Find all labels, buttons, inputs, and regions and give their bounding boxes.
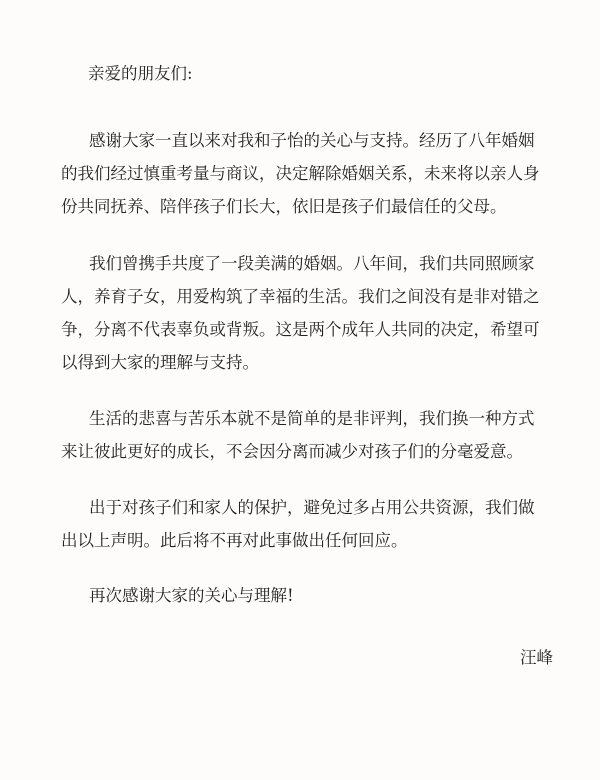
paragraph-line: 我们曾携手共度了一段美满的婚姻。八年间，我们共同照顾家 — [89, 254, 535, 273]
paragraph-line: 争，分离不代表辜负或背叛。这是两个成年人共同的决定，希望可 — [61, 320, 540, 339]
paragraph-line: 人，养育子女，用爱构筑了幸福的生活。我们之间没有是非对错之 — [61, 287, 540, 306]
paragraph-2 — [61, 247, 561, 379]
paragraph-line: 感谢大家一直以来对我和子怡的关心与支持。经历了八年婚姻 — [89, 131, 535, 150]
salutation: 亲爱的朋友们: — [88, 64, 193, 83]
paragraph-1 — [61, 124, 561, 223]
paragraph-line: 的我们经过慎重考量与商议，决定解除婚姻关系，未来将以亲人身 — [61, 164, 540, 183]
closing-line: 再次感谢大家的关心与理解! — [89, 586, 294, 605]
paragraph-line: 生活的悲喜与苦乐本就不是简单的是非评判，我们换一种方式 — [89, 409, 535, 428]
paragraph-line: 出以上声明。此后将不再对此事做出任何回应。 — [61, 531, 408, 550]
paragraph-3 — [61, 402, 561, 468]
paragraph-4 — [61, 491, 561, 557]
paragraph-line: 出于对孩子们和家人的保护，避免过多占用公共资源，我们做 — [89, 498, 535, 517]
paragraph-line: 份共同抚养、陪伴孩子们长大，依旧是孩子们最信任的父母。 — [61, 197, 507, 216]
signature: 汪峰 — [520, 648, 553, 667]
paragraph-line: 以得到大家的理解与支持。 — [61, 353, 259, 372]
paragraph-line: 来让彼此更好的成长，不会因分离而减少对孩子们的分毫爱意。 — [61, 442, 523, 461]
